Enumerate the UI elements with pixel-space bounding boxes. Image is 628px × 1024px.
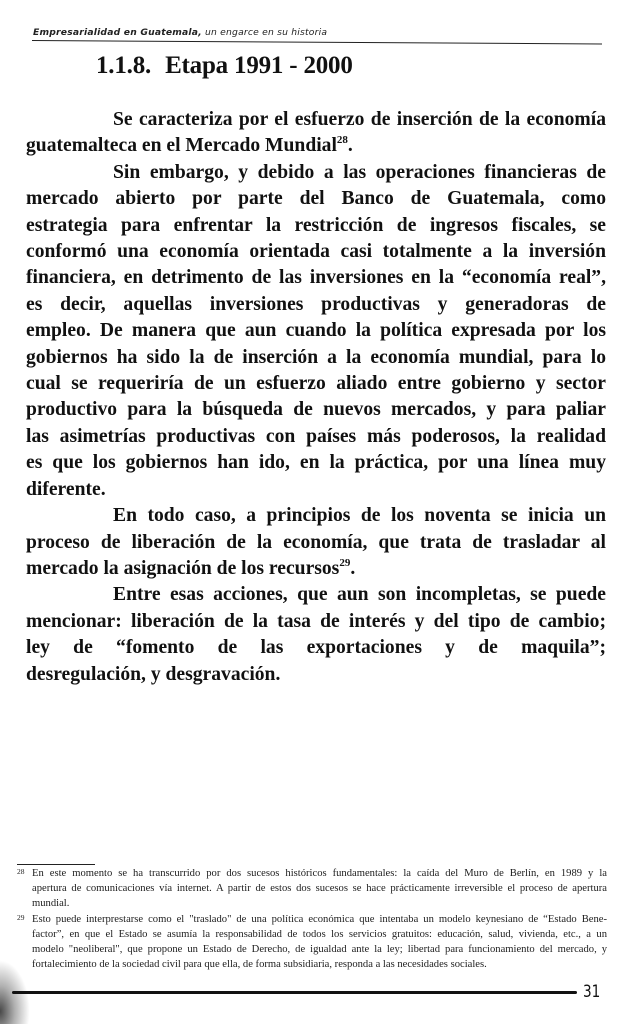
running-header: [33, 27, 603, 38]
text-line: productivo para la búsqueda de nuevos mercados, y para paliar: [26, 399, 606, 421]
footnote-reference[interactable]: 28: [336, 134, 348, 147]
footnote-number: 28: [17, 867, 25, 876]
text-line: Entre esas acciones, que aun son incompletas, se puede: [113, 584, 606, 606]
text-line-content: mercado la asignación de los recursos: [26, 557, 340, 579]
section-heading: [96, 52, 353, 80]
text-line: mercado abierto por parte del Banco de Guatemala, como: [26, 188, 606, 210]
text-line-content: guatemalteca en el Mercado Mundial: [26, 135, 337, 157]
punctuation: .: [350, 557, 356, 579]
text-line: financiera, en detrimento de las inversiones en la “economía real”,: [26, 267, 606, 289]
section-number: 1.1.8.: [96, 52, 152, 79]
text-line: las asimetrías productivas con países más poderosos, la realidad: [26, 425, 606, 447]
footnote-line: modelo "neoliberal", que propone un Estado de Derecho, de igualdad ante la ley; libertad para funcionamiento del mercado, y: [32, 944, 607, 956]
punctuation: .: [347, 135, 353, 157]
paragraph: [26, 582, 606, 688]
text-line: estrategia para enfrentar la restricción de ingresos fiscales, se: [26, 214, 606, 236]
text-line: es decir, aquellas inversiones productivas y generadoras de: [26, 293, 606, 315]
text-line: cual se requeriría de un esfuerzo aliado entre gobierno y sector: [26, 373, 606, 395]
text-line: diferente.: [26, 478, 106, 500]
footnote-reference[interactable]: 29: [339, 556, 351, 569]
text-line: proceso de liberación de la economía, que trata de trasladar al: [26, 531, 606, 553]
page-number: 31: [583, 982, 601, 1002]
header-rule: [32, 40, 602, 44]
paragraph: [26, 503, 606, 582]
body-text: [26, 107, 606, 688]
footnote-line: apertura de comunicaciones vía internet. A partir de estos dos sucesos se hace prácticamente irreversible el proceso de apertura: [32, 883, 607, 895]
paragraph: [26, 160, 606, 503]
text-line: es que los gobiernos han ido, en la práctica, por una línea muy: [26, 452, 606, 474]
text-line: [26, 556, 606, 582]
footnote-line: Esto puede interprestarse como el "traslado" de una política económica que intentaba un modelo keynesiano de “Estado Bene-: [32, 913, 607, 925]
footnote-28: [17, 866, 607, 912]
running-header-subtitle: un engarce en su historia: [201, 27, 328, 38]
footnote-29: [17, 912, 607, 973]
footer-rule: [12, 991, 577, 994]
text-line: Sin embargo, y debido a las operaciones financieras de: [113, 161, 606, 183]
text-line: En todo caso, a principios de los noventa se inicia un: [113, 505, 606, 527]
text-line: [26, 133, 606, 159]
text-line: conformó una economía orientada casi totalmente a la inversión: [26, 241, 606, 263]
text-line: Se caracteriza por el esfuerzo de inserción de la economía: [113, 109, 606, 130]
footnote-line: mundial.: [32, 898, 70, 910]
footnotes: [17, 866, 607, 972]
section-title: Etapa 1991 - 2000: [165, 52, 353, 79]
footnote-line: fortalecimiento de la sociedad civil para que ella, de forma subsidiaria, responda a las necesidades sociales.: [32, 959, 487, 971]
footnote-separator: [17, 864, 95, 865]
running-header-title: Empresarialidad en Guatemala,: [33, 27, 202, 38]
text-line: mencionar: liberación de la tasa de interés y del tipo de cambio;: [26, 610, 606, 632]
footnote-number: 29: [17, 912, 25, 922]
paragraph: [26, 107, 606, 160]
text-line: desregulación, y desgravación.: [26, 663, 281, 685]
footnote-line: En este momento se ha transcurrido por dos sucesos históricos fundamentales: la caída del Muro de Berlín, en 1989 y la: [32, 868, 607, 879]
text-line: gobiernos ha sido la de inserción a la economía mundial, para lo: [26, 346, 606, 368]
text-line: empleo. De manera que aun cuando la política expresada por los: [26, 320, 606, 342]
text-line: ley de “fomento de las exportaciones y de maquila”;: [26, 637, 606, 659]
footnote-line: factor”, en que el Estado se asumía la responsabilidad de todos los servicios gratuitos: educación, salud, vivienda, etc., a un: [32, 928, 607, 940]
